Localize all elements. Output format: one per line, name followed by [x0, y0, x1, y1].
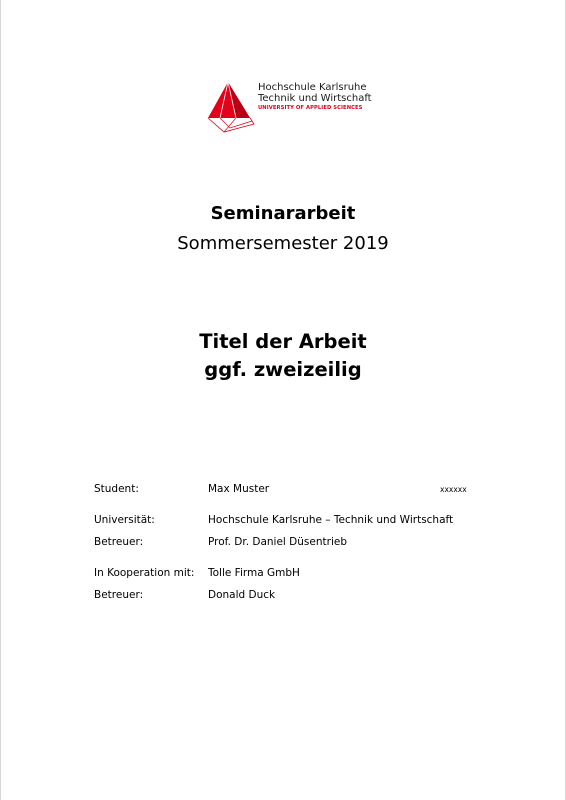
- university-name: Hochschule Karlsruhe – Technik und Wirtschaft: [208, 514, 454, 526]
- company-advisor-label: Betreuer:: [94, 589, 144, 601]
- semester: Sommersemester 2019: [177, 233, 389, 254]
- document-type: Seminararbeit: [210, 203, 356, 224]
- thesis-title-line-2: ggf. zweizeilig: [204, 358, 362, 381]
- cooperation-company: Tolle Firma GmbH: [208, 567, 300, 579]
- cooperation-label: In Kooperation mit:: [94, 567, 195, 579]
- university-logo-icon: [206, 80, 256, 134]
- advisor-label: Betreuer:: [94, 536, 144, 548]
- student-name: Max Muster: [208, 483, 270, 495]
- company-advisor-name: Donald Duck: [208, 589, 276, 601]
- logo-line-1: Hochschule Karlsruhe: [258, 82, 367, 93]
- page-border-left: [0, 0, 1, 800]
- company-advisor-row: [94, 589, 484, 603]
- university-row: [94, 514, 484, 528]
- cooperation-row: [94, 567, 484, 581]
- advisor-name: Prof. Dr. Daniel Düsentrieb: [208, 536, 347, 548]
- logo-line-2: Technik und Wirtschaft: [258, 93, 372, 104]
- student-row: [94, 483, 484, 497]
- student-id: xxxxxx: [440, 485, 467, 494]
- student-label: Student:: [94, 483, 139, 495]
- thesis-title-line-1: Titel der Arbeit: [199, 330, 367, 353]
- thesis-title: [0, 328, 566, 384]
- logo-wordmark: [258, 82, 372, 113]
- advisor-row: [94, 536, 484, 550]
- university-logo: [206, 80, 372, 136]
- logo-tagline: UNIVERSITY OF APPLIED SCIENCES: [258, 105, 363, 111]
- university-label: Universität:: [94, 514, 155, 526]
